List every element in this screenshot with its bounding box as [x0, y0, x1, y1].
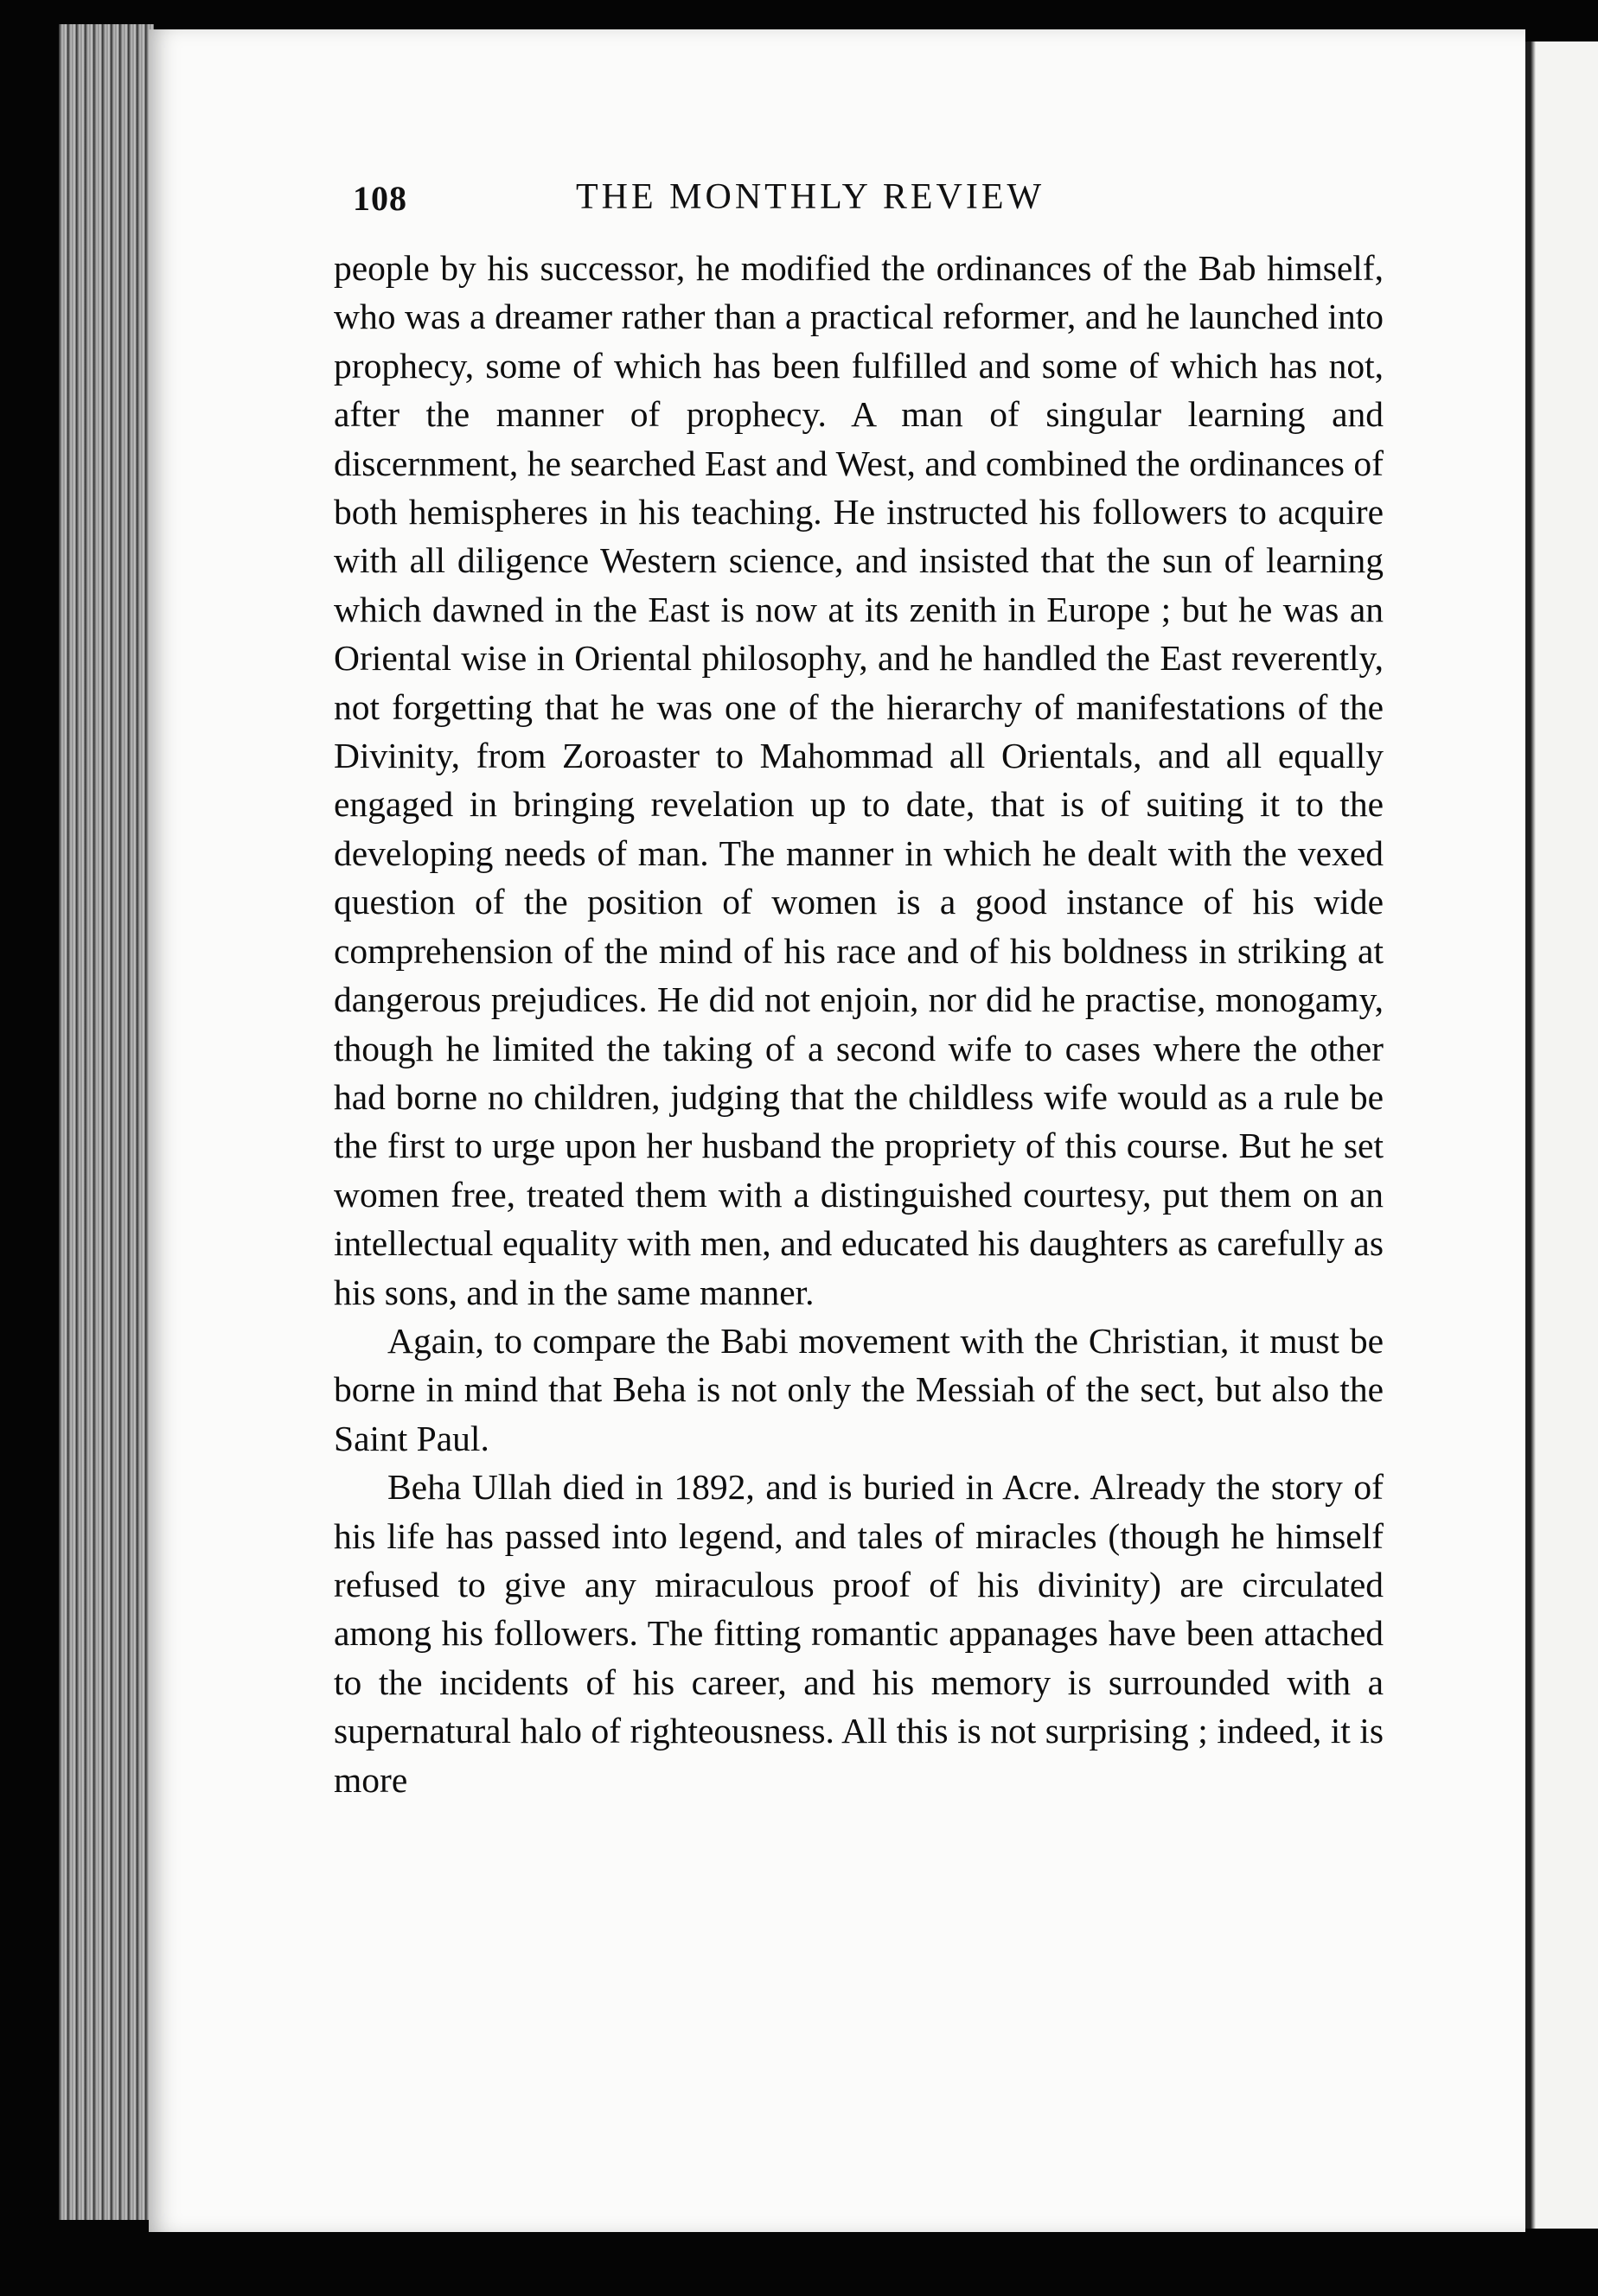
paragraph-2: Again, to compare the Babi movement with the Christian, it must be borne in mind that Beha is not only the Messiah of the sect, but also the Saint Paul.: [334, 1320, 1384, 1458]
body-text: [334, 244, 1384, 1804]
book-page-edges: [59, 24, 154, 2220]
page-number: 108: [353, 179, 407, 218]
next-page-edge: [1525, 41, 1598, 2229]
paragraph-1: people by his successor, he modified the ordinances of the Bab himself, who was a dreamer rather than a practical reformer, and he launched into prophecy, some of which has been fulfilled and some of which has not, after the manner of prophecy. A man of singular learning and discernment, he searched East and West, and combined the ordinances of both hemispheres in his teaching. He instructed his followers to acquire with all diligence Western science, and insisted that the sun of learning which dawned in the East is now at its zenith in Europe ; but he was an Oriental wise in Oriental philosophy, and he handled the East reverently, not forgetting that he was one of the hierarchy of manifestations of the Divinity, from Zoroaster to Mahommad all Orientals, and all equally engaged in bringing revelation up to date, that is of suiting it to the developing needs of man. The manner in which he dealt with the vexed question of the position of women is a good instance of his wide comprehension of the mind of his race and of his boldness in striking at dangerous prejudices. He did not enjoin, nor did he practise, monogamy, though he limited the taking of a second wife to cases where the other had borne no children, judging that the childless wife would as a rule be the first to urge upon her husband the propriety of this course. But he set women free, treated them with a distinguished courtesy, put them on an intellectual equality with men, and educated his daughters as carefully as his sons, and in the same manner.: [334, 248, 1384, 1312]
journal-title: THE MONTHLY REVIEW: [576, 177, 1045, 217]
running-head: [353, 178, 1356, 239]
paragraph-3: Beha Ullah died in 1892, and is buried in Acre. Already the story of his life has passed into legend, and tales of miracles (though he himself refused to give any miraculous proof of his divinity) are circulated among his followers. The fitting romantic appanages have been attached to the incidents of his career, and his memory is surrounded with a supernatural halo of righteousness. All this is not surprising ; indeed, it is more: [334, 1467, 1384, 1800]
